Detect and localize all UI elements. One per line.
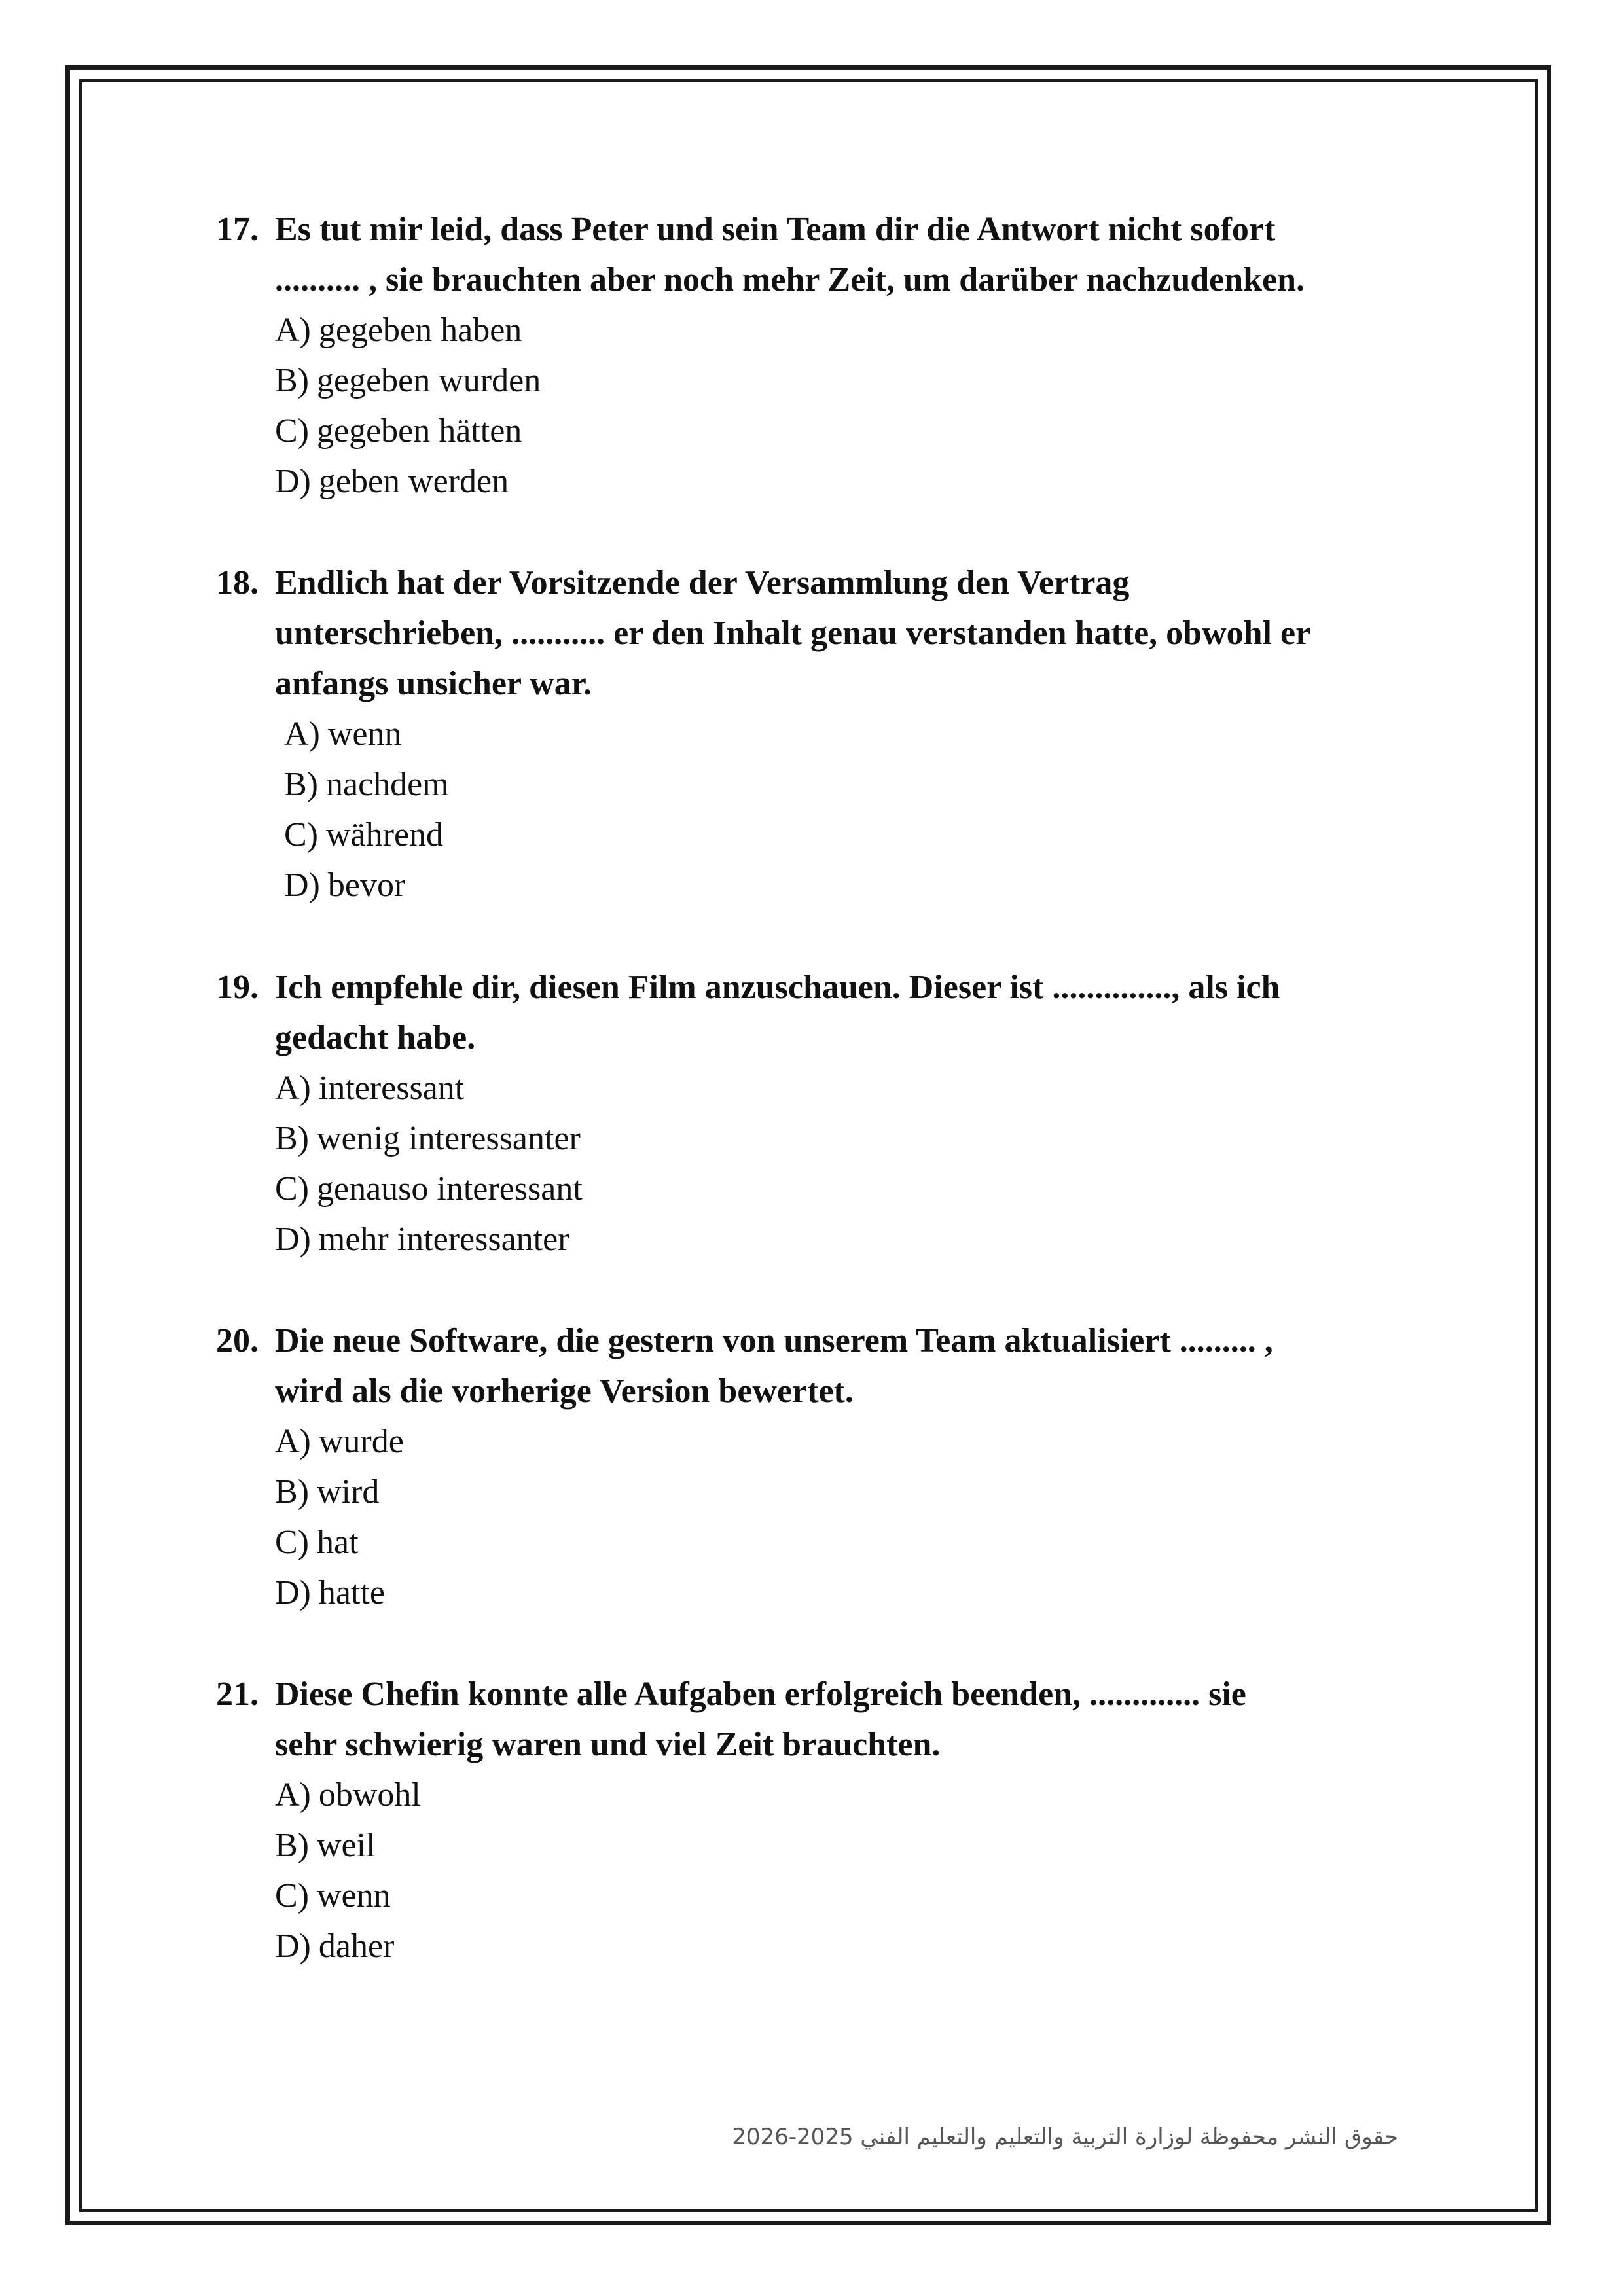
question-line [216,658,1460,709]
question-line [216,1719,1460,1770]
option-text: hat [317,1524,359,1561]
question-number: 21. [216,1676,259,1713]
question-line [216,1366,1460,1416]
option-text: gegeben wurden [317,362,541,399]
option-text: nachdem [326,766,449,803]
question-18 [216,558,1460,910]
question-20 [216,1316,1460,1618]
question-text: Endlich hat der Vorsitzende der Versammlung den Vertrag [275,564,1130,601]
option-text: gegeben haben [318,312,522,349]
option-text: wurde [318,1423,404,1460]
question-number: 19. [216,969,259,1006]
option-b[interactable] [216,759,1460,810]
option-text: weil [317,1827,376,1864]
option-label: B) [284,766,318,803]
option-label: B) [275,362,309,399]
option-a[interactable] [216,1063,1460,1113]
option-c[interactable] [216,810,1460,860]
question-text: Es tut mir leid, dass Peter und sein Team dir die Antwort nicht sofort [275,211,1276,248]
question-text: gedacht habe. [275,1019,476,1056]
question-number: 20. [216,1322,259,1359]
option-text: wenn [327,715,402,753]
option-label: C) [284,816,318,853]
question-17 [216,204,1460,507]
option-text: interessant [318,1069,465,1107]
option-label: D) [275,1221,311,1258]
question-number: 18. [216,564,259,601]
option-text: gegeben hätten [317,412,522,450]
option-b[interactable] [216,355,1460,406]
question-text: anfangs unsicher war. [275,665,592,702]
option-text: bevor [327,867,406,904]
question-text: Die neue Software, die gestern von unserem Team aktualisiert ......... , [275,1322,1273,1359]
option-a[interactable] [216,709,1460,759]
option-label: A) [275,1423,311,1460]
option-a[interactable] [216,1770,1460,1820]
option-label: B) [275,1120,309,1157]
option-text: wenn [317,1877,391,1914]
question-21 [216,1669,1460,1971]
question-line [216,204,1460,255]
option-text: genauso interessant [317,1170,583,1208]
option-text: obwohl [318,1776,421,1814]
option-label: B) [275,1827,309,1864]
copyright-footer: حقوق النشر محفوظة لوزارة التربية والتعليم والتعليم الفني 2025-2026 [732,2124,1398,2150]
question-number: 17. [216,211,259,248]
option-b[interactable] [216,1113,1460,1164]
option-b[interactable] [216,1820,1460,1871]
option-c[interactable] [216,1164,1460,1214]
option-label: A) [275,1776,311,1814]
option-d[interactable] [216,1568,1460,1618]
question-text: sehr schwierig waren und viel Zeit brauchten. [275,1726,941,1763]
option-text: mehr interessanter [318,1221,569,1258]
option-text: wird [317,1473,380,1511]
option-d[interactable] [216,860,1460,910]
question-line [216,255,1460,305]
option-text: geben werden [318,463,509,500]
option-a[interactable] [216,1416,1460,1467]
option-label: D) [275,1928,311,1965]
option-label: D) [284,867,320,904]
option-label: C) [275,1524,309,1561]
option-label: C) [275,1170,309,1208]
question-line [216,962,1460,1013]
option-text: wenig interessanter [317,1120,581,1157]
option-label: A) [284,715,320,753]
option-d[interactable] [216,1214,1460,1265]
question-line [216,1316,1460,1366]
option-a[interactable] [216,305,1460,355]
option-text: hatte [318,1574,385,1611]
option-label: A) [275,1069,311,1107]
question-line [216,608,1460,658]
option-text: während [326,816,444,853]
question-text: wird als die vorherige Version bewertet. [275,1372,854,1410]
question-19 [216,962,1460,1265]
option-label: D) [275,1574,311,1611]
option-d[interactable] [216,1921,1460,1971]
option-label: B) [275,1473,309,1511]
option-text: daher [318,1928,395,1965]
option-label: D) [275,463,311,500]
option-label: C) [275,1877,309,1914]
question-line [216,1013,1460,1063]
option-c[interactable] [216,1517,1460,1568]
question-line [216,558,1460,608]
option-c[interactable] [216,1871,1460,1921]
question-text: unterschrieben, ........... er den Inhalt genau verstanden hatte, obwohl er [275,615,1311,652]
question-text: .......... , sie brauchten aber noch mehr Zeit, um darüber nachzudenken. [275,261,1305,298]
option-label: C) [275,412,309,450]
option-d[interactable] [216,456,1460,507]
option-label: A) [275,312,311,349]
question-text: Diese Chefin konnte alle Aufgaben erfolgreich beenden, ............. sie [275,1676,1246,1713]
option-c[interactable] [216,406,1460,456]
question-line [216,1669,1460,1719]
option-b[interactable] [216,1467,1460,1517]
question-text: Ich empfehle dir, diesen Film anzuschauen. Dieser ist .............., als ich [275,969,1280,1006]
